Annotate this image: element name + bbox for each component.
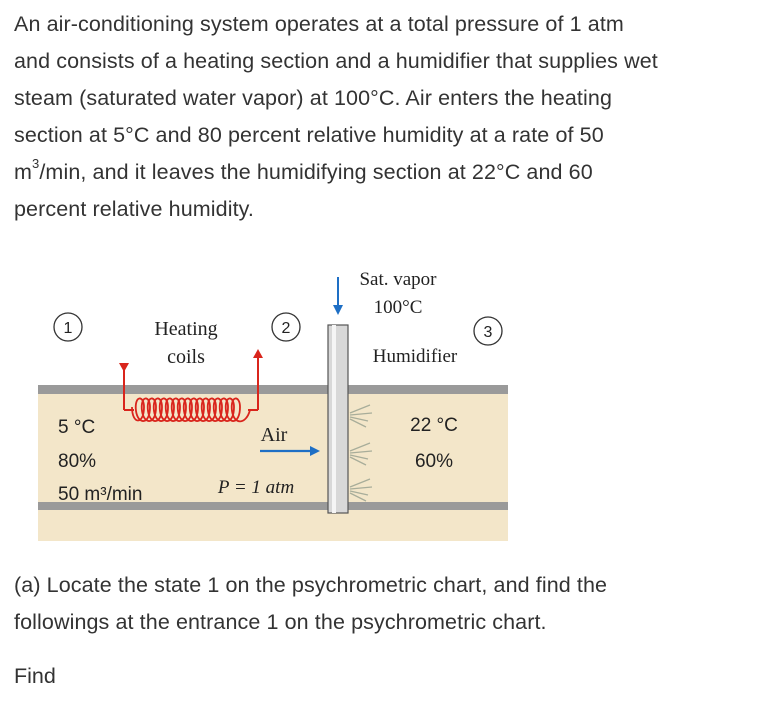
steam-inlet-arrow-icon bbox=[333, 305, 343, 315]
air-conditioning-diagram bbox=[20, 255, 520, 545]
state-2-label: 2 bbox=[281, 320, 291, 337]
problem-line: An air-conditioning system operates at a total pressure of 1 atm bbox=[14, 12, 624, 36]
problem-line: percent relative humidity. bbox=[14, 197, 255, 221]
state-3-label: 3 bbox=[483, 324, 493, 341]
humidifier-pipe-highlight bbox=[332, 325, 336, 513]
inlet-temperature: 5 °C bbox=[58, 417, 96, 438]
state-3-marker bbox=[474, 317, 502, 345]
air-label: Air bbox=[260, 424, 288, 446]
problem-line: steam (saturated water vapor) at 100°C. Air enters the heating bbox=[14, 86, 612, 110]
problem-statement bbox=[14, 6, 764, 228]
find-label: Find bbox=[14, 664, 56, 688]
state-1-label: 1 bbox=[63, 320, 73, 337]
problem-line: section at 5°C and 80 percent relative humidity at a rate of 50 bbox=[14, 123, 604, 147]
question-a bbox=[14, 567, 764, 641]
humidifier-pipe bbox=[328, 325, 348, 513]
heating-coils-label-line1: Heating bbox=[154, 318, 218, 340]
coil-in-arrow-icon bbox=[119, 363, 129, 372]
duct-lower-band bbox=[38, 510, 508, 541]
pressure-label: P = 1 atm bbox=[217, 477, 295, 498]
heating-coils-label-line2: coils bbox=[167, 346, 205, 368]
problem-line: and consists of a heating section and a humidifier that supplies wet bbox=[14, 49, 658, 73]
sat-vapor-label: Sat. vapor bbox=[359, 269, 437, 290]
state-2-marker bbox=[272, 313, 300, 341]
unit-exponent: 3 bbox=[32, 155, 40, 171]
coil-out-arrow-icon bbox=[253, 349, 263, 358]
humidifier-label: Humidifier bbox=[372, 346, 458, 367]
unit-m: m bbox=[14, 160, 33, 184]
duct-top-wall bbox=[38, 385, 508, 394]
inlet-relative-humidity: 80% bbox=[58, 451, 97, 472]
inlet-flow-rate: 50 m³/min bbox=[58, 484, 143, 505]
sat-vapor-temp-label: 100°C bbox=[373, 297, 423, 318]
problem-line-rest: /min, and it leaves the humidifying section at 22°C and 60 bbox=[39, 160, 593, 184]
outlet-temperature: 22 °C bbox=[410, 415, 458, 436]
outlet-relative-humidity: 60% bbox=[414, 451, 454, 472]
problem-line bbox=[14, 154, 764, 191]
state-1-marker bbox=[54, 313, 82, 341]
question-line: followings at the entrance 1 on the psychrometric chart. bbox=[14, 610, 547, 634]
question-line: (a) Locate the state 1 on the psychrometric chart, and find the bbox=[14, 573, 608, 597]
